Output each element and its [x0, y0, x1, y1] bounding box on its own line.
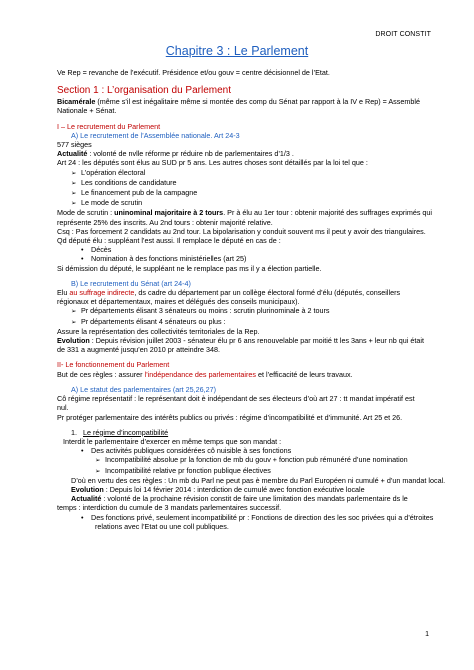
- actualite-line: [57, 149, 429, 158]
- list-item: ➢ Le mode de scrutin: [57, 198, 429, 208]
- document-body: [57, 68, 446, 531]
- actualite2-label: Actualité: [71, 494, 102, 504]
- representation-line: représente 25% des inscrits. Au 2nd tours : obtenir majorité relative.: [57, 217, 273, 227]
- part-a-heading: A) Le recrutement de l’Assemblée nationale. Art 24-3: [71, 130, 240, 140]
- co-line-2: nul.: [57, 403, 69, 413]
- page-number: 1: [425, 631, 429, 638]
- part-b-heading: B) Le recrutement du Sénat (art 24-4): [71, 278, 191, 288]
- evolution-label: Evolution: [57, 336, 90, 346]
- evolution2-label: Evolution: [71, 484, 104, 494]
- evolution2-line: [57, 485, 429, 494]
- evolution-line-2: de 331 a augmenté jusqu’en 2010 pr atteindre 348.: [57, 345, 221, 355]
- elu-line: [57, 288, 429, 297]
- elu-suffix: , ds cadre du département par un collège électoral formé d’élu (députés, conseillers: [134, 288, 401, 298]
- part-ii-heading: II- Le fonctionnement du Parlement: [57, 360, 170, 370]
- mode-scrutin-line: [57, 208, 432, 218]
- list-item: ➢ Incompatibilité relative pr fonction publique électives: [57, 466, 429, 476]
- csq-line: Csq : Pas forcement 2 candidats au 2nd tour. La bipolarisation y conduit souvent ms il peut y avoir des triangulaires.: [57, 226, 426, 236]
- interdit-line: Interdit le parlementaire d’exercer en même temps que son mandat :: [63, 436, 282, 446]
- but-highlight: l’indépendance des parlementaires: [144, 369, 256, 379]
- part-i-heading: I – Le recrutement du Parlement: [57, 121, 161, 131]
- proteger-line: Pr protéger parlementaire des intérêts publics ou privés : régime d’incompatibilité et d’immunité. Art 25 et 26.: [57, 412, 403, 422]
- intro-line: Ve Rep = revanche de l’exécutif. Présidence et/ou gouv = centre décisionnel de l’Etat.: [57, 68, 330, 77]
- list-item: • Des fonctions privé, seulement incompatibilité pr : Fonctions de direction des les soc privées qui a d’étroites: [57, 513, 429, 522]
- art24-line: Art 24 : les députés sont élus au SUD pr 5 ans. Les autres choses sont détaillés par la loi tel que :: [57, 158, 368, 168]
- list-item: ➢ Les conditions de candidature: [57, 178, 429, 188]
- evolution2-text: : Depuis loi 14 février 2014 : interdiction de cumulé avec fonction exécutive locale: [103, 484, 365, 494]
- fonctions-line-2: relations avec l’Etat ou une coll publiques.: [95, 521, 229, 531]
- regime-title: Le régime d’incompatibilité: [83, 427, 169, 437]
- regime-heading: [57, 428, 429, 437]
- actualite2-line-2: temps : interdiction du cumule de 3 mandats parlementaires successif.: [57, 503, 282, 513]
- co-line-1: Cô régime représentatif : le représentant doit è indépendant de ses électeurs d’où art 27 : tt mandat impératif est: [57, 394, 415, 404]
- but-line: [57, 370, 429, 379]
- actualite-label: Actualité: [57, 149, 88, 159]
- mode-prefix: Mode de scrutin :: [57, 208, 115, 218]
- demission-line: Si démission du député, le suppléant ne le remplace pas ms il y a élection partielle.: [57, 263, 322, 273]
- section-heading: Section 1 : L’organisation du Parlement: [57, 85, 231, 97]
- evolution-line-1: [57, 336, 429, 345]
- list-item: • Nomination à des fonctions ministérielles (art 25): [57, 254, 429, 263]
- bicamerale-text: (même s’il est inégalitaire même si montée des comp du Sénat par rapport à la IV e Rep) = Assemblé: [95, 97, 420, 107]
- regionaux-line: régionaux et départementaux, maires et délégués des conseils municipaux).: [57, 297, 300, 307]
- qd-line: Qd député élu : suppléant l’est aussi. Il remplace le député en cas de :: [57, 236, 281, 246]
- but-suffix: et l’efficacité de leurs travaux.: [255, 369, 353, 379]
- list-item: ➢ Pr départements élisant 4 sénateurs ou plus :: [57, 317, 429, 327]
- list-item: ➢ Le financement pub de la campagne: [57, 188, 429, 198]
- list-item: ➢ Incompatibilité absolue pr la fonction de mb du gouv + fonction pub rémunéré d’une nomination: [57, 455, 429, 465]
- assure-line: Assure la représentation des collectivités territoriales de la Rep.: [57, 326, 260, 336]
- list-item: ➢ L’opération électoral: [57, 168, 429, 178]
- regime-number: 1.: [71, 427, 77, 437]
- list-item: • Décès: [57, 245, 429, 254]
- bicamerale-line-1: [57, 97, 429, 106]
- part-ii-a-heading: A) Le statut des parlementaires (art 25,26,27): [71, 384, 217, 394]
- actualite-text: : volonté de nvlle réforme pr réduire nb de parlementaires d’1/3 .: [87, 149, 294, 159]
- but-prefix: But de ces règles : assurer: [57, 369, 145, 379]
- mode-bold: uninominal majoritaire à 2 tours: [114, 208, 224, 218]
- actualite2-line-1: [57, 494, 429, 503]
- elu-highlight: au suffrage indirecte: [69, 288, 135, 298]
- mode-suffix: . Pr à élu au 1er tour : obtenir majorité des suffrages exprimés qui: [223, 208, 432, 218]
- bicamerale-line-2: Nationale + Sénat.: [57, 106, 117, 116]
- actualite2-text: : volonté de la prochaine révision constit de faire une limitation des mandats parlementaire ds le: [101, 494, 408, 504]
- elu-prefix: Elu: [57, 288, 70, 298]
- bicamerale-label: Bicamérale: [57, 97, 96, 107]
- list-item: ➢ Pr départements élisant 3 sénateurs ou moins : scrutin plurinominale à 2 tours: [57, 306, 429, 316]
- dou-line: D’où en vertu des ces règles : Un mb du Parl ne peut pas è membre du Parl Européen ni cumulé + d’un mandat local.: [71, 475, 446, 485]
- evolution-text: : Depuis révision juillet 2003 - sénateur élu pr 6 ans renouvelable par moitié tt les 3ans + leur nb qui était: [89, 336, 424, 346]
- sieges-line: 577 sièges: [57, 140, 92, 150]
- list-item: • Des activités publiques considérées cô nuisible à ses fonctions: [57, 446, 429, 455]
- running-header: DROIT CONSTIT: [375, 31, 431, 38]
- chapter-title: Chapitre 3 : Le Parlement: [165, 44, 309, 58]
